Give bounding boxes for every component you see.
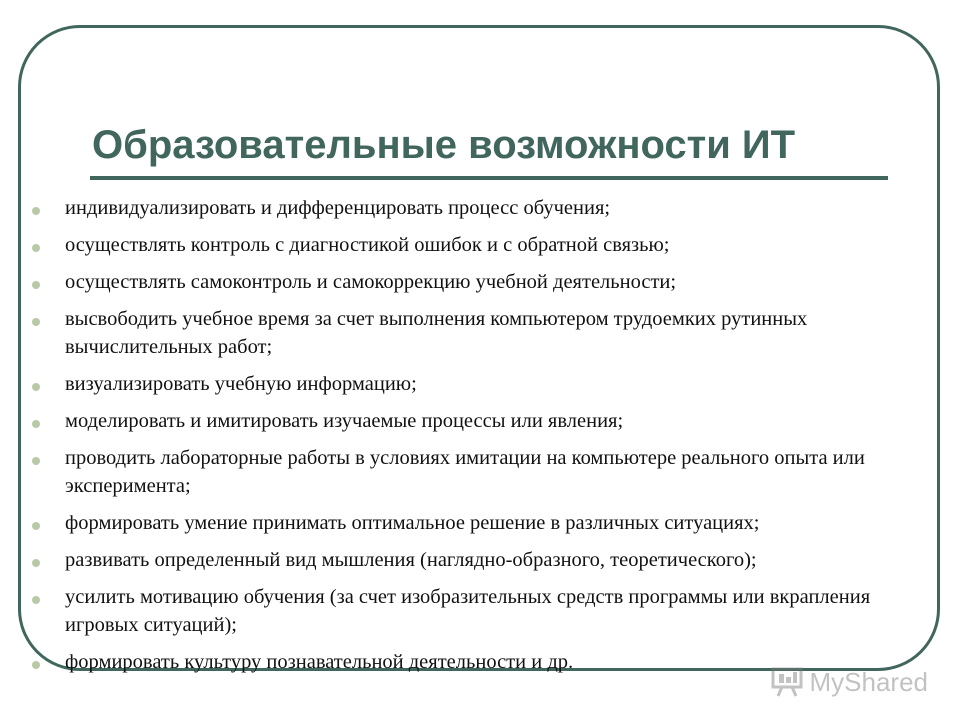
list-item bbox=[32, 583, 937, 639]
list-item bbox=[32, 370, 937, 398]
bullet-dot-icon bbox=[32, 281, 40, 289]
list-item-text: индивидуализировать и дифференцировать процесс обучения; bbox=[65, 197, 611, 219]
bullet-dot-icon bbox=[32, 596, 40, 604]
list-item-text: осуществлять контроль с диагностикой ошибок и с обратной связью; bbox=[65, 234, 670, 256]
bullet-list bbox=[32, 194, 937, 685]
title-underline bbox=[90, 176, 888, 180]
presentation-board-icon bbox=[770, 666, 804, 698]
list-item bbox=[32, 444, 937, 500]
list-item bbox=[32, 407, 937, 435]
list-item bbox=[32, 268, 937, 296]
list-item-text: развивать определенный вид мышления (наглядно-образного, теоретического); bbox=[65, 549, 757, 571]
watermark-text: MyShared bbox=[809, 666, 928, 697]
list-item-text: моделировать и имитировать изучаемые процессы или явления; bbox=[65, 410, 624, 432]
list-item-text: проводить лабораторные работы в условиях имитации на компьютере реального опыта или эксперимента; bbox=[65, 447, 865, 497]
list-item bbox=[32, 509, 937, 537]
bullet-dot-icon bbox=[32, 522, 40, 530]
list-item bbox=[32, 231, 937, 259]
list-item bbox=[32, 305, 937, 361]
watermark bbox=[770, 666, 929, 698]
list-item-text: формировать умение принимать оптимальное решение в различных ситуациях; bbox=[65, 512, 760, 534]
list-item-text: визуализировать учебную информацию; bbox=[65, 373, 417, 395]
bullet-dot-icon bbox=[32, 420, 40, 428]
bullet-dot-icon bbox=[32, 244, 40, 252]
bullet-dot-icon bbox=[32, 661, 40, 669]
list-item-text: формировать культуру познавательной деятельности и др. bbox=[65, 651, 574, 673]
bullet-dot-icon bbox=[32, 207, 40, 215]
slide-title: Образовательные возможности ИТ bbox=[92, 123, 796, 167]
bullet-dot-icon bbox=[32, 318, 40, 326]
list-item-text: высвободить учебное время за счет выполнения компьютером трудоемких рутинных вычислительных работ; bbox=[65, 308, 808, 358]
list-item bbox=[32, 194, 937, 222]
bullet-dot-icon bbox=[32, 457, 40, 465]
bullet-dot-icon bbox=[32, 559, 40, 567]
bullet-dot-icon bbox=[32, 383, 40, 391]
list-item bbox=[32, 546, 937, 574]
list-item-text: осуществлять самоконтроль и самокоррекцию учебной деятельности; bbox=[65, 271, 677, 293]
list-item-text: усилить мотивацию обучения (за счет изобразительных средств программы или вкрапления игровых ситуаций); bbox=[65, 586, 871, 636]
